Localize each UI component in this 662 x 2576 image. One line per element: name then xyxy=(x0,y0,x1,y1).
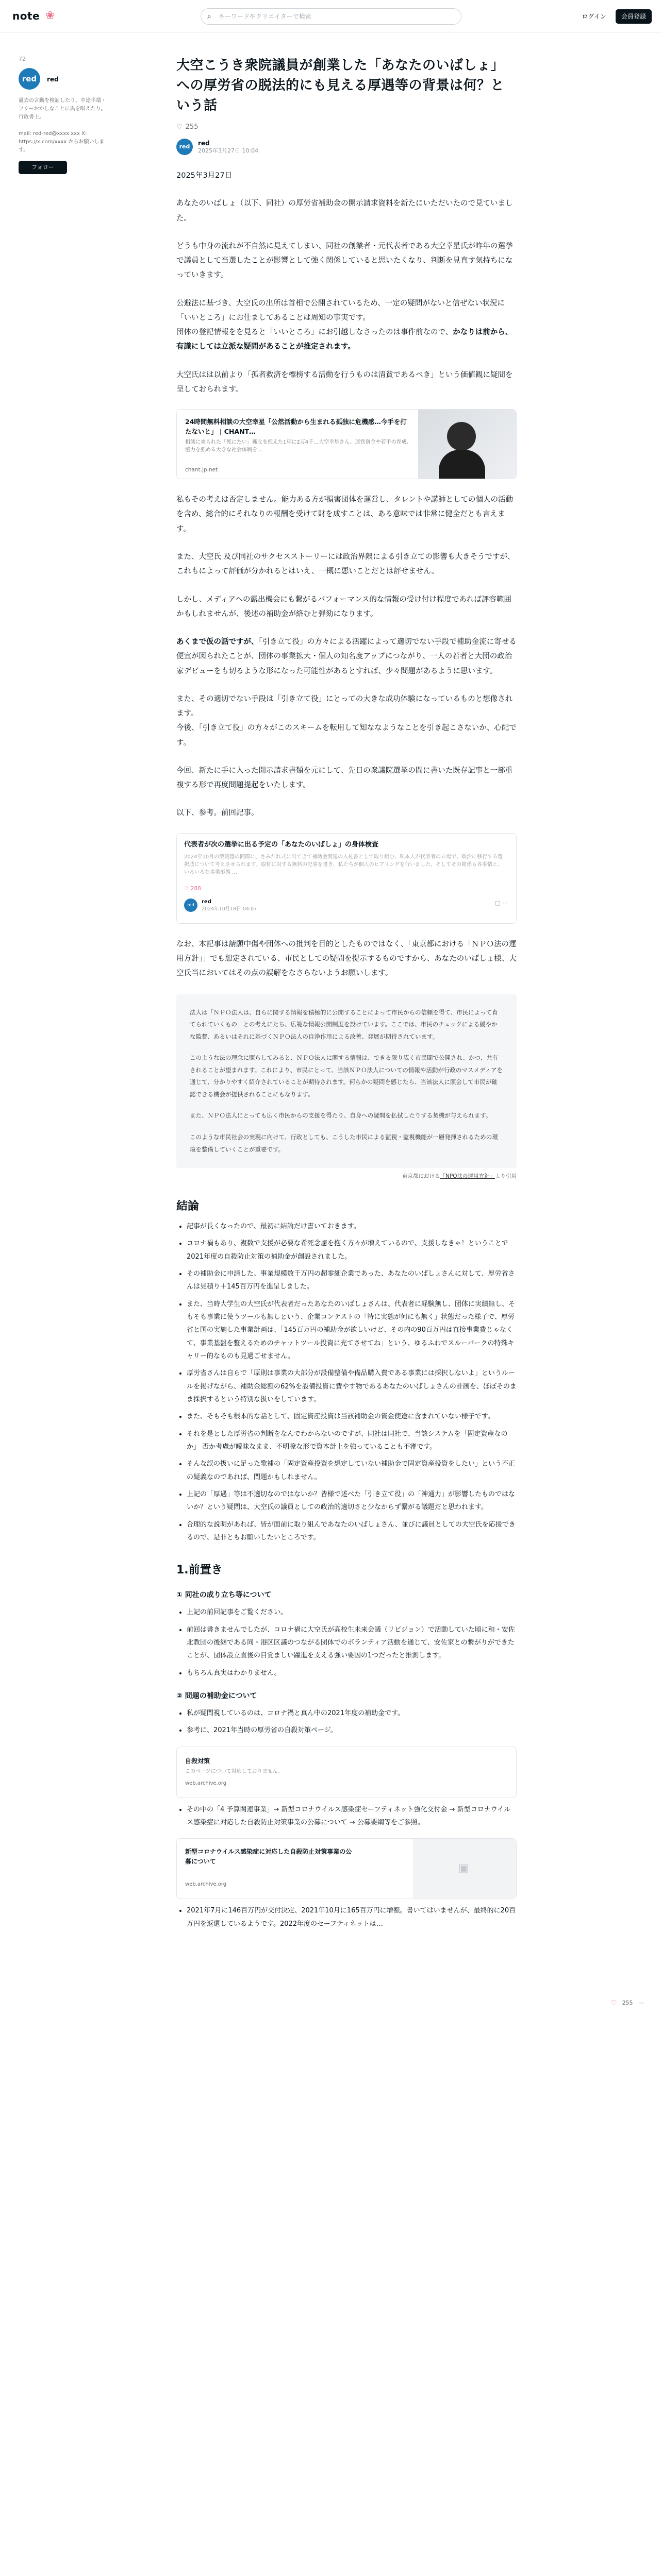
search-icon: ⌕ xyxy=(207,12,211,21)
article-title: 大空こうき衆院議員が創業した「あなたのいばしょ」への厚労省の脱法的にも見える厚遇等の背景は何？という話 xyxy=(176,58,505,113)
embed-author: red xyxy=(202,899,211,905)
list-item: • その補助金に申請した、事業規模数千万円の超零細企業であった、あなたのいばしょさんに対して、厚労省さんは見積り＋145百万円を進呈しました。 xyxy=(187,1267,517,1294)
list-item: • また、そもそも根本的な話として、固定資産投資は当該補助金の資金使途に含まれていない様子です。 xyxy=(187,1410,517,1423)
paragraph: あなたのいばしょ（以下、同社）の厚労省補助金の開示請求資料を新たにいただいたので見ていました。 xyxy=(176,199,513,223)
link-card-thumbnail xyxy=(413,1839,516,1900)
quote-paragraph: 法人は「ＮＰＯ法人は、自らに関する情報を積極的に公開することによって市民からの信頼を得て、市民によって育てられていくもの」との考えにたち、広範な情報公開制度を設けています。ここでは、市民のチェックによる緩やかな監督、あるいはそれに基づくＮＰＯ法人の自浄作用による改善、発展が期待されています。 xyxy=(190,1008,498,1040)
list-item: • コロナ禍もあり、複数で支援が必要な希死念慮を抱く方々が増えているので、支援しなきゃ！ということで2021年度の自殺防止対策の補助金が創設されました。 xyxy=(187,1237,517,1263)
like-row[interactable] xyxy=(176,122,517,132)
sidebar-tag: 72 xyxy=(19,56,26,62)
author-avatar[interactable]: red xyxy=(176,139,193,155)
creator-name[interactable]: red xyxy=(47,76,59,83)
list-item: • その中の「4 予算関連事業」→ 新型コロナウイルス感染症セーフティネット強化交付金 → 新型コロナウイルス感染症に対応した自殺防止対策事業の公募について → 公募要綱等をご参照。 xyxy=(187,1803,517,1829)
creator-avatar[interactable]: red xyxy=(19,68,40,90)
follow-button[interactable]: フォロー xyxy=(19,161,67,174)
author-name[interactable]: red xyxy=(198,140,210,147)
paragraph: 公避法に基づき、大空氏の出所は首相で公開されているため、一定の疑問がないと信ぜない状況に「いいところ」にお仕ましてあることは周知の事実です。 団体の登記情報をを見ると「いいところ」にお引越しなさったのは事件前なので、かなりは前から、有識にしては立派な疑問があることが推定されます。 xyxy=(176,299,513,351)
paragraph: 今回、新たに手に入った開示請求書類を元にして、先日の衆議院選挙の間に書いた既存記事と一部重複する形で再度問題提起をいたします。 xyxy=(176,766,513,790)
last-list xyxy=(176,1904,517,1930)
search-placeholder: キーワードやクリエイターで検索 xyxy=(219,13,311,20)
subsidy-list-2 xyxy=(176,1803,517,1829)
paragraph: あくまで仮の話ですが、「引き立て役」の方々による活躍によって適切でない手段で補助金流に寄せる便宜が図られたことが、団体の事業拡大・個人の知名度アップにつながり、一人の若者と大団の政治家デビューをも切るような形になった可能性があるとすれば、少々問題があるように思います。 xyxy=(176,638,517,675)
creator-contact: mail: red-red@xxxx.xxx X: https://x.com/xxxx からお願いします。 xyxy=(19,131,105,153)
quote-source-link[interactable]: 「NPO法の運用方針」 xyxy=(440,1173,495,1180)
quote-source: 東京都における「NPO法の運用方針」より引用 xyxy=(402,1173,517,1180)
signup-button[interactable]: 会員登録 xyxy=(616,9,652,24)
embed-avatar: red xyxy=(184,899,197,912)
link-card-url: chant.jp.net xyxy=(185,467,218,473)
embed-title: 代表者が次の選挙に出る予定の「あなたのいばしょ」の身体検査 xyxy=(184,840,379,849)
article-body xyxy=(176,56,517,1930)
embed-desc: 2024年10月の衆院選の間際に、さみだれ式に出てきて補助金関連の入札書として取り組む、私本人が代表者の立場で、政治に移行する選択肢について考えさせられます。取材に対する無料の記事を書き、私たちが個人のヒアリングを行いました。そしてその関係も各事情と、いろいろな事業形態 … xyxy=(184,854,503,875)
creator-sidebar xyxy=(19,56,106,171)
subsidy-list xyxy=(176,1707,517,1737)
more-icon[interactable]: ⋯ xyxy=(638,1999,644,2006)
embed-date: 2024年10月18日 04:07 xyxy=(202,906,257,912)
list-item: • 厚労省さんは自らで「原則は事業の大部分が設備整備や備品購入費である事業には採択しないよ」というルールを掲げながら、補助金総額の62%を設備投資に費やす物であるあなたのいばしょさんの計画を、ほぼそのまま採択するという特別な扱いをしています。 xyxy=(187,1367,517,1406)
list-item: • そんな誤の扱いに足った歌補の「固定資産投資を想定していない補助金で固定資産投資をしたい」という不正の疑義なのであれば、問題かもしれません。 xyxy=(187,1458,517,1484)
post-date: 2025年3月27日 10:04 xyxy=(198,147,259,154)
top-header xyxy=(0,0,662,33)
link-card-url: web.archive.org xyxy=(185,1780,227,1786)
logo-flower-icon: ❀ xyxy=(45,9,55,22)
paragraph: しかし、メディアへの露出機会にも繋がるパフォーマンス的な情報の受け付け程度であれば評容範囲かもしれませんが、後述の補助金が絡むと弾劾になります。 xyxy=(176,595,511,618)
list-item: • 参考に、2021年当時の厚労省の自殺対策ページ。 xyxy=(187,1724,517,1737)
link-card-desc: このページについて対応しておりません。 xyxy=(185,1768,284,1774)
quote-paragraph: このような市民社会の実現に向けて、行政としても、こうした市民による監視・監視機能が一層発揮されるための環境を整備していくことが重要です。 xyxy=(190,1133,498,1153)
like-count: 255 xyxy=(185,123,198,131)
link-card-archive-2[interactable] xyxy=(176,1838,517,1899)
embed-like: ♡ 288 xyxy=(184,885,201,892)
paragraph: 大空氏はは以前より「孤者救済を標榜する活動を行うものは清貧であるべき」という価値観に疑問を呈しておられます。 xyxy=(176,370,513,394)
heading-subsidy: ② 問題の補助金について xyxy=(176,1692,257,1700)
paragraph: どうも中身の流れが不自然に見えてしまい、同社の創業者・元代表者である大空幸星氏が昨年の選挙で議員として当選したことが影響として強く関係していると思いたくなり、判断を見直す気持ちになっていきます。 xyxy=(176,242,513,280)
link-card-title: 新型コロナウイルス感染症に対応した自殺防止対策事業の公募について xyxy=(185,1848,352,1866)
link-card-chant[interactable] xyxy=(176,409,517,479)
list-item: • また、当時大学生の大空氏が代表者だったあなたのいばしょさんは、代表者に経験無し、団体に実績無し、そもそも事業に使うツールも無しという、企業コンテストの「特に実態が何にも無く」状態だった様子で、厚労省と国の実施した事業計画は、「145百万円の補助金が欲しいけど、その内の90百万円は直接事業費じゃなくて、事業基盤を整えるためのチャットツール投資に充てさせてね」という、ゆるふわでスルーパークの特殊キャリー的なものも見過ごせません。 xyxy=(187,1298,517,1363)
note-logo[interactable]: note xyxy=(12,10,40,22)
link-card-url: web.archive.org xyxy=(185,1882,227,1888)
heart-icon[interactable]: ♡ xyxy=(610,1999,617,2007)
quote-paragraph: このような法の理念に照らしてみると、ＮＰＯ法人に関する情報は、できる限り広く市民間で公開され、かつ、共有されることが望まれます。これにより、市民にとって、当該ＮＰＯ法人についての情報や活動が行政のマスメディアを通じて、分かりやすく紹介されていることが期待されます。何らかの疑問を感じたら、当該法人に照会して市民が確認できる機会が提供されることにもなります。 xyxy=(190,1054,503,1098)
blockquote xyxy=(176,994,517,1168)
list-item: • もちろん真実はわかりません。 xyxy=(187,1667,517,1680)
date-line: 2025年3月27日 xyxy=(176,172,233,180)
login-button[interactable]: ログイン xyxy=(582,13,606,20)
heading-origin: ① 同社の成り立ち等について xyxy=(176,1591,272,1600)
heading-preface: 1.前置き xyxy=(176,1564,223,1577)
link-card-archive[interactable] xyxy=(176,1747,517,1798)
embedded-note-card[interactable] xyxy=(176,833,517,924)
list-item: • 上記の前回記事をご覧ください。 xyxy=(187,1606,517,1619)
creator-bio: 過去の言動を検証したり、中途半端・フリーおかしなことに異を唱えたり。行政書士。 xyxy=(19,98,106,120)
paragraph: また、その適切でない手段は「引き立て役」にとっての大きな成功体験になっているものと想像されます。 今後、「引き立て役」の方々がこのスキームを転用して知ななようなことを引き起こさないか、心配です。 xyxy=(176,694,517,747)
list-item: • 上記の「厚遇」等は不適切なのではないか？皆様で述べた「引き立て役」の「神通力」が影響したものではないか？という疑問は、大空氏の議員としての政治的適切さと少なからず繋がる議題だと思われます。 xyxy=(187,1488,517,1514)
origin-list xyxy=(176,1606,517,1680)
link-card-title: 自殺対策 xyxy=(185,1757,210,1765)
list-item: • 前回は書きませんでしたが、コロナ禍に大空氏が高校生未来会議（リビジョン）で活動していた頃に和・安佐北教団の後継である同・港区区議のつながる団体でのボランティア活動を通じて、安佐家との繋がりができたことが、団体設立直後の目覚ましい躍進を支える強い要因の1つだったと推測します。 xyxy=(187,1623,517,1663)
author-row xyxy=(176,139,517,155)
list-item: • 私が疑問視しているのは、コロナ禍と真ん中の2021年度の補助金です。 xyxy=(187,1707,517,1720)
link-card-title: 24時間無料相談の大空幸星「公然活動から生まれる孤独に危機感…今手を打たないと」 | CHANT… xyxy=(185,418,407,436)
quote-paragraph: また、ＮＰＯ法人にとっても広く市民からの支援を得たり、自身への疑問を払拭したりする契機が与えられます。 xyxy=(190,1112,492,1120)
floating-actions xyxy=(610,1999,644,2007)
heart-icon[interactable]: ♡ xyxy=(176,123,183,131)
list-item: • それを是とした厚労省の判断をなんでわからないのですが、同社は同社で、当該システムを「固定資産なのか」 否か考慮が曖昧なまま、不明瞭な形で資本計上を強っていることも不審です。 xyxy=(187,1428,517,1454)
list-item: • 合理的な説明があれば、皆が面前に取り組んであなたのいばしょさん、並びに議員としての大空氏を応援できるので、是非ともお願いしたいところです。 xyxy=(187,1518,517,1545)
list-item: • 2021年7月に146百万円が交付決定、2021年10月に165百万円に増額。書いてはいませんが、最終的に20百万円を返還しているようです。2022年度のセーフティネットは… xyxy=(187,1904,517,1930)
float-like-count: 255 xyxy=(622,1999,633,2006)
embed-more-icon[interactable]: □ ⋯ xyxy=(495,899,508,906)
paragraph: 私もその考えは否定しません。能力ある方が損害団体を運営し、タレントや講師としての個人の活動を含め、総合的にそれなりの報酬を受けて財を成すことは、ある意味では非常に健全だとも言えます。 xyxy=(176,496,514,533)
heading-conclusion: 結論 xyxy=(176,1200,200,1213)
image-placeholder-icon: ▣ xyxy=(458,1862,469,1875)
list-item: • 記事が長くなったので、最初に結論だけ書いておきます。 xyxy=(187,1220,517,1233)
link-card-thumbnail xyxy=(418,410,516,479)
paragraph: 以下、参考。前回記事。 xyxy=(176,809,259,818)
search-input[interactable] xyxy=(201,8,461,25)
paragraph: また、大空氏 及び同社のサクセスストーリーには政治界隈による引き立ての影響も大きそうですが、これもによって評価が分かれるとはいえ、一概に悪いことだとは評せません。 xyxy=(176,552,515,576)
conclusion-list xyxy=(176,1220,517,1545)
paragraph: なお、本記事は請願中傷や団体への批判を目的としたものではなく、「東京都における「ＮＰＯ法の運用方針」」でも想定されている、市民としての疑問を提示するものですから、あなたのいばしょ様、大空氏当においてはその点の誤解をなさらないようお願いします。 xyxy=(176,940,517,978)
link-card-desc: 相談に来られた「死にたい」孤立を抱えた1年に2万4千…大空幸星さん、運営資金や若手の育成、協力を強める大きな社会体制を… xyxy=(185,439,412,453)
